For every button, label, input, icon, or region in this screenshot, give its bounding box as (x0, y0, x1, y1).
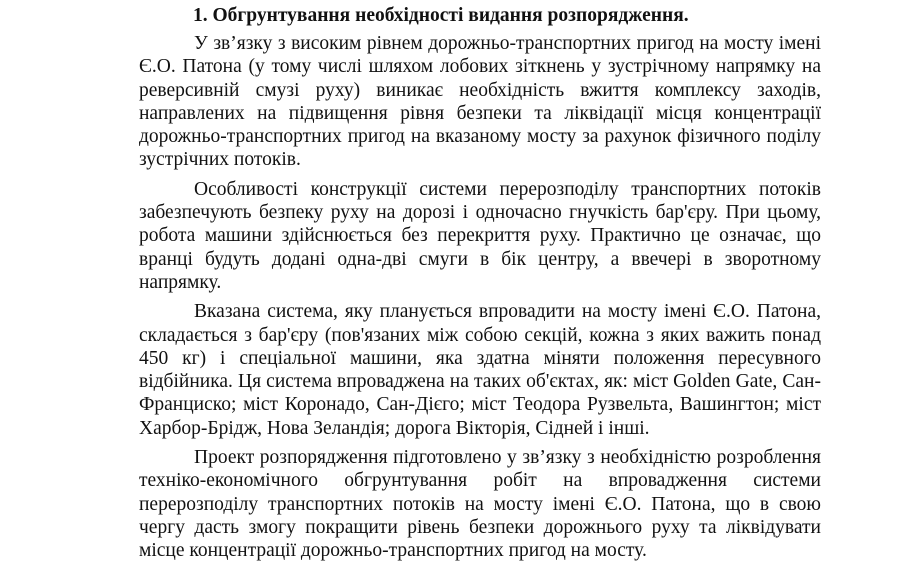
paragraph-1: У зв’язку з високим рівнем дорожньо-транспортних пригод на мосту імені Є.О. Патона (у тому числі шляхом лобових зіткнень у зустрічному напрямку на реверсивній смузі руху) виникає необхідність вжиття комплексу заходів, направлених на підвищення рівня безпеки та ліквідації місця концентрації дорожньо-транспортних пригод на вказаному мосту за рахунок фізичного поділу зустрічних потоків. (139, 33, 821, 171)
paragraph-4: Проект розпорядження підготовлено у зв’язку з необхідністю розроблення техніко-економічного обгрунтування робіт на впровадження системи перерозподілу транспортних потоків на мосту імені Є.О. Патона, що в свою чергу дасть змогу покращити рівень безпеки дорожнього руху та ліквідувати місце концентрації дорожньо-транспортних пригод на мосту. (139, 447, 821, 562)
document-body (139, 32, 821, 569)
paragraph-2: Особливості конструкції системи перерозподілу транспортних потоків забезпечують безпеку руху на дорозі і одночасно гнучкість бар'єру. При цьому, робота машини здійснюється без перекриття руху. Практично це означає, що вранці будуть додані одна-дві смуги в бік центру, а ввечері в зворотному напрямку. (139, 178, 821, 293)
section-heading: 1. Обгрунтування необхідності видання розпорядження. (193, 5, 689, 26)
paragraph-3: Вказана система, яку планується впровадити на мосту імені Є.О. Патона, складається з бар'єру (пов'язаних між собою секцій, кожна з яких важить понад 450 кг) і спеціальної машини, яка здатна міняти положення пересувного відбійника. Ця система впроваджена на таких об'єктах, як: міст Golden Gate, Сан-Франциско; міст Коронадо, Сан-Дієго; міст Теодора Рузвельта, Вашингтон; міст Харбор-Брідж, Нова Зеландія; дорога Вікторія, Сідней і інші. (139, 301, 821, 439)
